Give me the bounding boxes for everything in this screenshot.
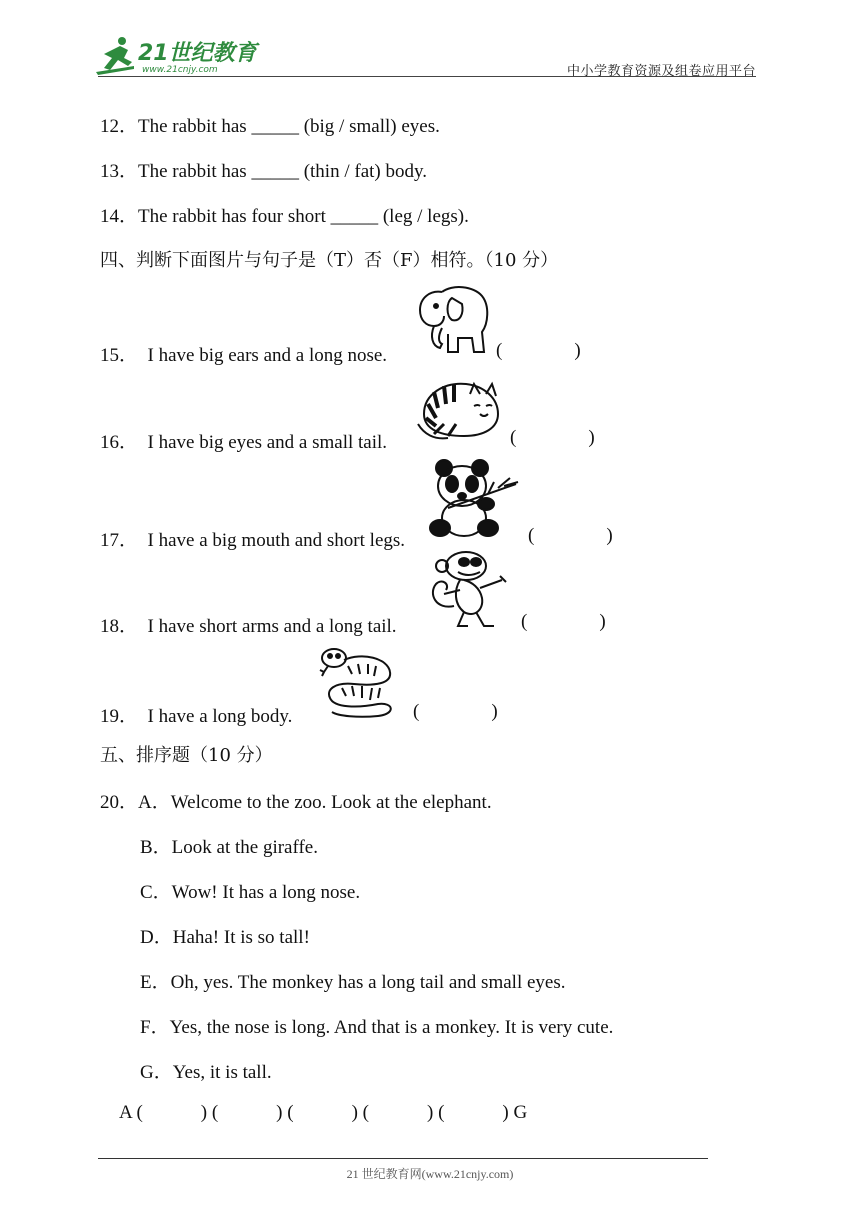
question-16 (100, 427, 387, 454)
option-b: B．Look at the giraffe. (140, 837, 318, 858)
question-number: 13． (100, 161, 139, 182)
question-15 (100, 340, 387, 367)
answer-blank-15[interactable]: ( ) (496, 340, 581, 361)
option-f: F．Yes, the nose is long. And that is a monkey. It is very cute. (140, 1017, 614, 1038)
question-text: I have big ears and a long nose. (147, 345, 388, 366)
order-blank-4[interactable]: ( ) (362, 1102, 434, 1123)
option-c: C．Wow! It has a long nose. (140, 882, 361, 903)
question-12 (100, 111, 440, 138)
question-number: 16． (100, 432, 139, 453)
option-a: A．Welcome to the zoo. Look at the elephant. (138, 792, 492, 813)
question-text: I have big eyes and a small tail. (147, 432, 388, 453)
question-text: The rabbit has four short _____ (leg / legs). (138, 206, 469, 227)
order-blank-2[interactable]: ( ) (211, 1102, 283, 1123)
question-19 (100, 701, 292, 728)
tiger-icon (414, 374, 504, 449)
order-blank-3[interactable]: ( ) (287, 1102, 358, 1123)
order-blank-1[interactable]: ( ) (136, 1102, 208, 1123)
order-answer-row (119, 1102, 527, 1124)
logo-url: www.21cnjy.com (142, 65, 218, 75)
answer-blank-18[interactable]: ( ) (521, 611, 606, 632)
elephant-icon (412, 282, 496, 363)
answer-blank-16[interactable]: ( ) (510, 427, 595, 448)
question-18 (100, 611, 397, 638)
snake-icon (318, 644, 398, 723)
question-number: 15． (100, 345, 139, 366)
footer-text: 21 世纪教育网(www.21cnjy.com) (346, 1167, 514, 1181)
question-20 (100, 787, 492, 814)
answer-blank-19[interactable]: ( ) (413, 701, 498, 722)
question-13 (100, 156, 427, 183)
question-text: The rabbit has _____ (thin / fat) body. (138, 161, 427, 182)
header-platform-text: 中小学教育资源及组卷应用平台 (566, 64, 756, 79)
question-text: I have a big mouth and short legs. (147, 530, 406, 551)
panda-icon (428, 458, 520, 547)
question-number: 17． (100, 530, 139, 551)
question-number: 18． (100, 616, 139, 637)
order-end: G (513, 1102, 528, 1123)
question-text: The rabbit has _____ (big / small) eyes. (138, 116, 440, 137)
footer-divider (98, 1158, 708, 1159)
question-text: I have a long body. (147, 706, 293, 727)
question-number: 12． (100, 116, 139, 137)
option-e: E．Oh, yes. The monkey has a long tail and small eyes. (140, 972, 566, 993)
question-14 (100, 201, 469, 228)
option-g: G．Yes, it is tall. (140, 1062, 272, 1083)
section-5-title: 五、排序题（10 分） (100, 745, 273, 766)
question-number: 20． (100, 792, 139, 813)
question-17 (100, 525, 405, 552)
question-number: 14． (100, 206, 139, 227)
question-number: 19． (100, 706, 139, 727)
option-d: D．Haha! It is so tall! (140, 927, 310, 948)
section-4-title: 四、判断下面图片与句子是（T）否（F）相符。（10 分） (100, 250, 559, 271)
order-blank-5[interactable]: ( ) (438, 1102, 509, 1123)
logo-text: 21世纪教育 (138, 41, 257, 66)
answer-blank-17[interactable]: ( ) (528, 525, 613, 546)
question-text: I have short arms and a long tail. (147, 616, 397, 637)
monkey-icon (424, 550, 510, 635)
site-logo (94, 36, 264, 78)
order-start: A (119, 1102, 132, 1123)
header-divider (98, 76, 756, 77)
